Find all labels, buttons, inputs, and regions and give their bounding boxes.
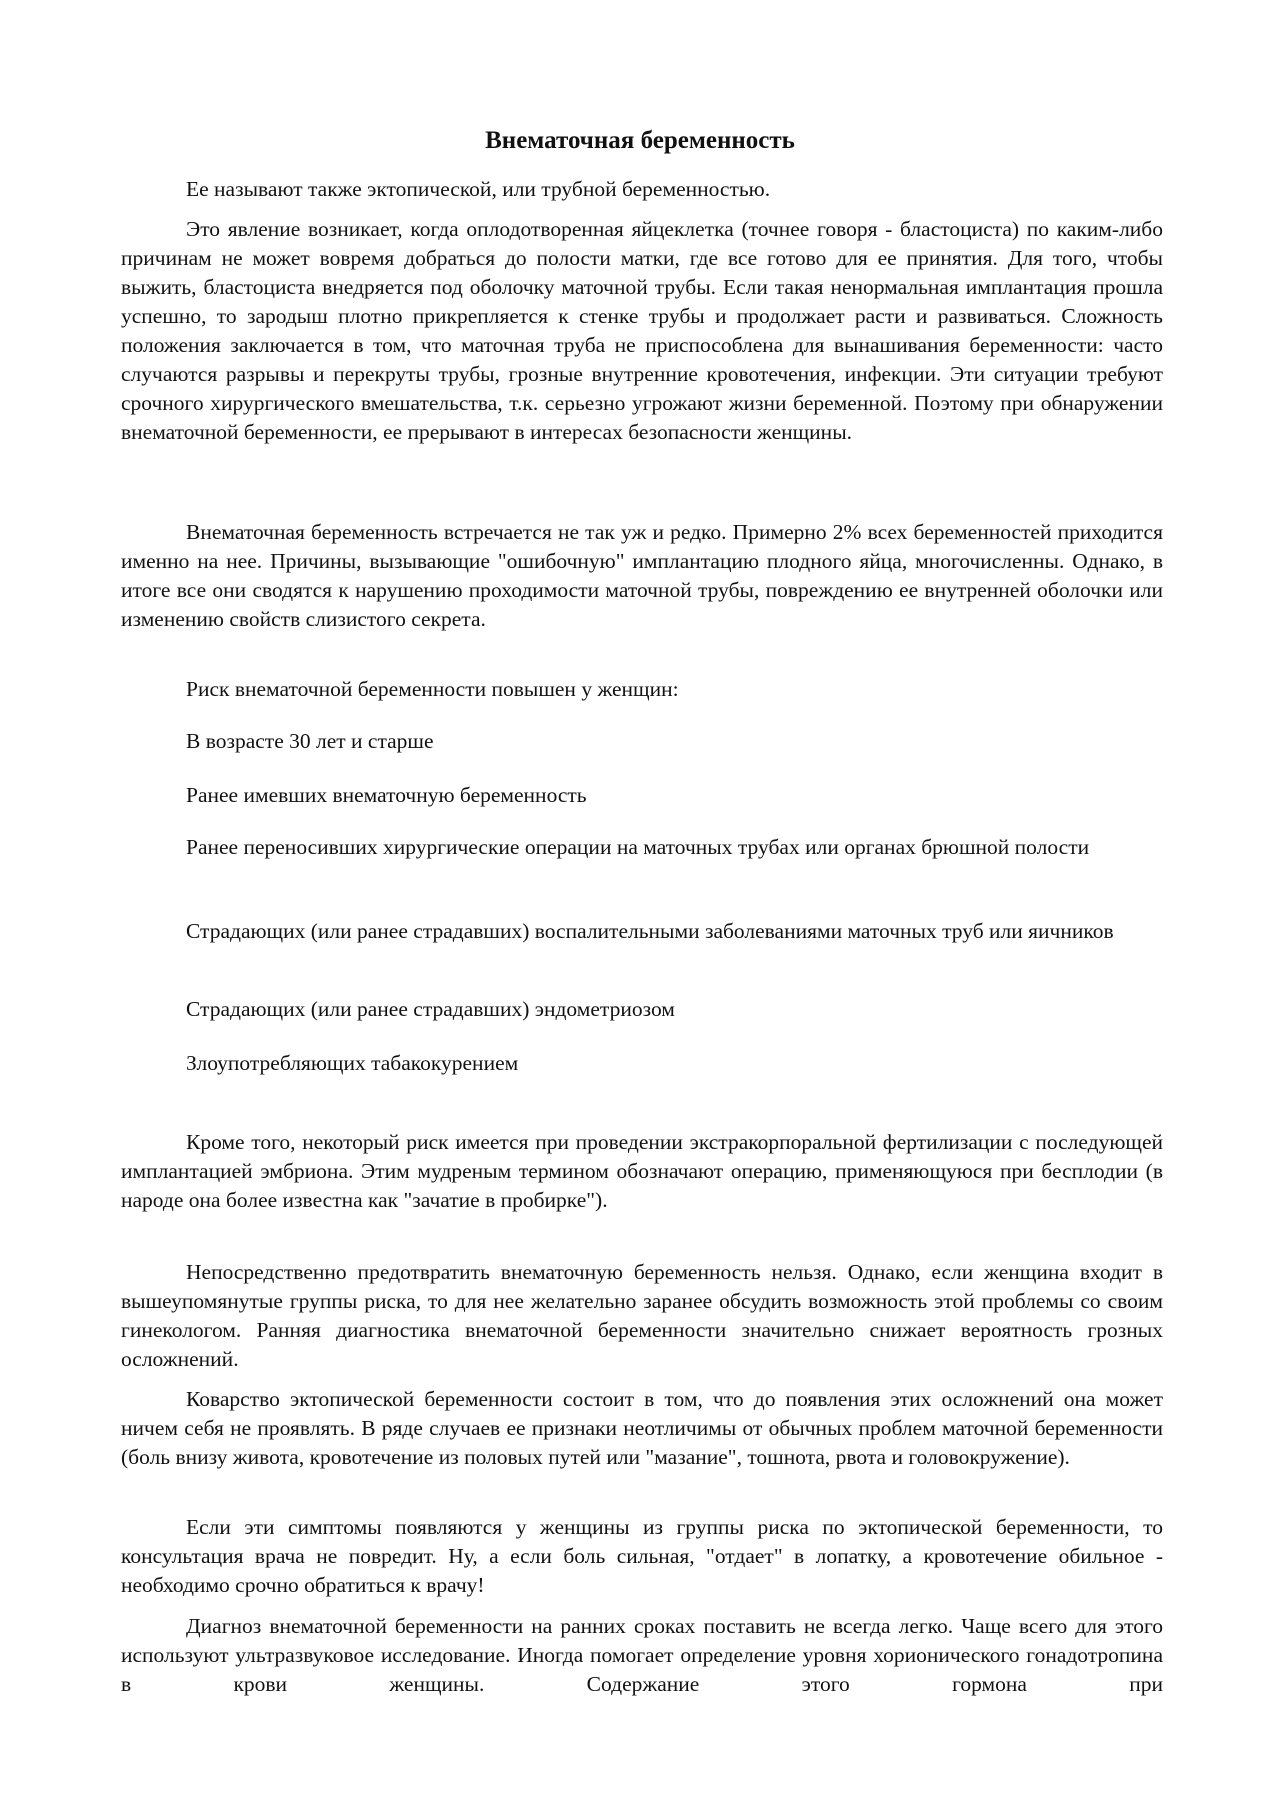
risk-list-item: В возрасте 30 лет и старше	[186, 729, 434, 753]
paragraph: Непосредственно предотвратить внематочную беременность нельзя. Однако, если женщина входит в вышеупомянутые группы риска, то для нее желательно заранее обсудить возможность этой проблемы со своим гинекологом. Ранняя диагностика внематочной беременности значительно снижает вероятность грозных осложнений.	[121, 1260, 1163, 1371]
paragraph: Внематочная беременность встречается не так уж и редко. Примерно 2% всех беременностей приходится именно на нее. Причины, вызывающие "ошибочную" имплантацию плодного яйца, многочисленны. Однако, в итоге все они сводятся к нарушению проходимости маточной трубы, повреждению ее внутренней оболочки или изменению свойств слизистого секрета.	[121, 520, 1163, 631]
paragraph-intro: Ее называют также эктопической, или трубной беременностью.	[186, 177, 771, 201]
risk-list-item: Страдающих (или ранее страдавших) эндометриозом	[186, 997, 675, 1021]
risk-list-item: Злоупотребляющих табакокурением	[186, 1051, 519, 1075]
paragraph: Кроме того, некоторый риск имеется при проведении экстракорпоральной фертилизации с последующей имплантацией эмбриона. Этим мудреным термином обозначают операцию, применяющуюся при бесплодии (в народе она более известна как "зачатие в пробирке").	[121, 1130, 1163, 1212]
risk-list-item: Ранее имевших внематочную беременность	[186, 783, 587, 807]
paragraph: Это явление возникает, когда оплодотворенная яйцеклетка (точнее говоря - бластоциста) по каким-либо причинам не может вовремя добраться до полости матки, где все готово для ее принятия. Для того, чтобы выжить, бластоциста внедряется под оболочку маточной трубы. Если такая ненормальная имплантация прошла успешно, то зародыш плотно прикрепляется к стенке трубы и продолжает расти и развиваться. Сложность положения заключается в том, что маточная труба не приспособлена для вынашивания беременности: часто случаются разрывы и перекруты трубы, грозные внутренние кровотечения, инфекции. Эти ситуации требуют срочного хирургического вмешательства, т.к. серьезно угрожают жизни беременной. Поэтому при обнаружении внематочной беременности, ее прерывают в интересах безопасности женщины.	[121, 217, 1163, 444]
paragraph: Диагноз внематочной беременности на ранних сроках поставить не всегда легко. Чаще всего для этого используют ультразвуковое исследование. Иногда помогает определение уровня хорионического гонадотропина в крови женщины. Содержание этого гормона при	[121, 1614, 1163, 1696]
paragraph-risk-intro: Риск внематочной беременности повышен у женщин:	[186, 677, 679, 701]
paragraph: Если эти симптомы появляются у женщины из группы риска по эктопической беременности, то консультация врача не повредит. Ну, а если боль сильная, "отдает" в лопатку, а кровотечение обильное - необходимо срочно обратиться к врачу!	[121, 1515, 1163, 1597]
risk-list-item: Ранее переносивших хирургические операции на маточных трубах или органах брюшной полости	[186, 835, 1090, 859]
paragraph: Коварство эктопической беременности состоит в том, что до появления этих осложнений она может ничем себя не проявлять. В ряде случаев ее признаки неотличимы от обычных проблем маточной беременности (боль внизу живота, кровотечение из половых путей или "мазание", тошнота, рвота и головокружение).	[121, 1387, 1163, 1469]
risk-list-item: Страдающих (или ранее страдавших) воспалительными заболеваниями маточных труб или яичников	[186, 919, 1114, 943]
document-title: Внематочная беременность	[485, 127, 795, 154]
